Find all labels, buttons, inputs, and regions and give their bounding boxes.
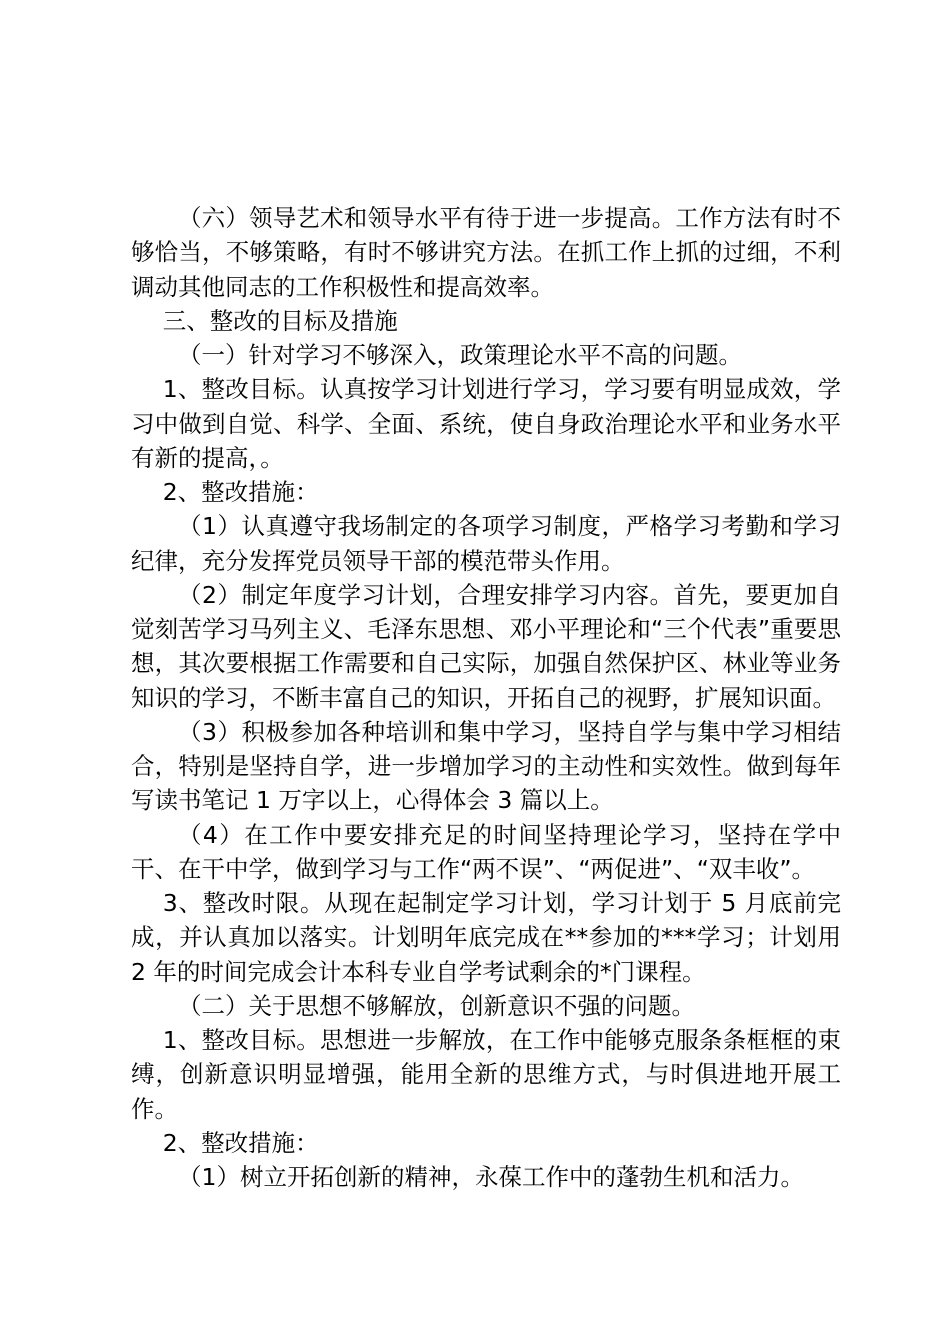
subsection-heading-study-issue: （一）针对学习不够深入，政策理论水平不高的问题。 [178,341,742,369]
paragraph-innovation-measure-1: （1）树立开拓创新的精神，永葆工作中的蓬勃生机和活力。 [178,1163,804,1191]
paragraph-leadership-level: （六）领导艺术和领导水平有待于进一步提高。工作方法有时不够恰当，不够策略，有时不够讲究方法。在抓工作上抓的过细，不利调动其他同志的工作积极性和提高效率。 [131,204,841,301]
paragraph-innovation-goal: 1、整改目标。思想进一步解放，在工作中能够克服条条框框的束缚，创新意识明显增强，能用全新的思维方式，与时俱进地开展工作。 [131,1026,841,1123]
paragraph-study-measure-2: （2）制定年度学习计划，合理安排学习内容。首先，要更加自觉刻苦学习马列主义、毛泽东思想、邓小平理论和“三个代表”重要思想，其次要根据工作需要和自己实际，加强自然保护区、林业等业务知识的学习，不断丰富自己的知识，开拓自己的视野，扩展知识面。 [131,580,841,712]
paragraph-study-measure-1: （1）认真遵守我场制定的各项学习制度，严格学习考勤和学习纪律，充分发挥党员领导干部的模范带头作用。 [131,512,841,575]
document-body [131,201,841,1194]
paragraph-study-deadline: 3、整改时限。从现在起制定学习计划，学习计划于 5 月底前完成，并认真加以落实。计划明年底完成在**参加的***学习；计划用 2 年的时间完成会计本科专业自学考试剩余的*门课程。 [131,889,841,986]
paragraph-study-measures-heading: 2、整改措施： [162,478,319,506]
subsection-heading-innovation-issue: （二）关于思想不够解放，创新意识不强的问题。 [178,991,695,1020]
paragraph-study-measure-4: （4）在工作中要安排充足的时间坚持理论学习，坚持在学中干、在干中学，做到学习与工作“两不误”、“两促进”、“双丰收”。 [131,820,841,883]
paragraph-study-goal: 1、整改目标。认真按学习计划进行学习，学习要有明显成效，学习中做到自觉、科学、全面、系统，使自身政治理论水平和业务水平有新的提高，。 [131,375,841,472]
paragraph-innovation-measures-heading: 2、整改措施： [162,1128,319,1157]
section-heading-rectification-goals: 三、整改的目标及措施 [162,306,398,335]
paragraph-study-measure-3: （3）积极参加各种培训和集中学习，坚持自学与集中学习相结合，特别是坚持自学，进一步增加学习的主动性和实效性。做到每年写读书笔记 1 万字以上，心得体会 3 篇以上。 [131,717,841,815]
